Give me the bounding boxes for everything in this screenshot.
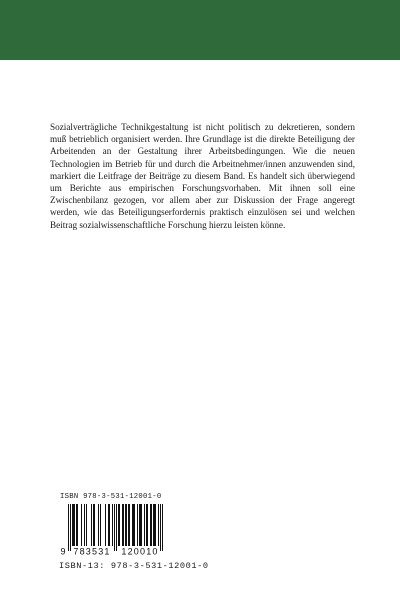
barcode-bar [72, 504, 73, 546]
barcode-bar [94, 504, 95, 546]
back-cover-blurb: Sozialverträgliche Technikgestaltung ist nicht politisch zu dekretieren, sondern muß betrieblich organisiert werden. Ihre Grundlage ist die direkte Beteiligung der Arbeitenden an der Gestaltung ihrer Arbeitsbedingungen. Wie die neuen Technologien im Betrieb für und durch die Arbeitnehmer/innen anzuwenden sind, markiert die Leitfrage der Beiträge zu diesem Band. Es handelt sich überwiegend um Berichte aus empirischen Forschungsvorhaben. Mit ihnen soll eine Zwischenbilanz gezogen, vor allem aber zur Diskussion der Frage angeregt werden, wie das Beteiligungserfordernis praktisch einzulösen sei und welchen Beitrag sozialwissenschaftliche Forschung hierzu leisten könne. [50, 122, 355, 230]
barcode-bar [98, 504, 99, 546]
barcode-graphic [58, 503, 170, 556]
barcode-bar [137, 504, 138, 546]
barcode-bar [116, 504, 117, 551]
barcode-bar [108, 504, 109, 546]
barcode-bar [93, 504, 94, 546]
barcode-left-digits: 783531 [73, 546, 111, 556]
barcode-bar [132, 504, 133, 546]
cover-color-band [0, 0, 400, 60]
barcode-bar [74, 504, 75, 546]
barcode-bar [129, 504, 130, 546]
barcode-bar [112, 504, 113, 546]
barcode-bar [86, 504, 87, 546]
barcode-bar [147, 504, 148, 546]
barcode-bar [153, 504, 154, 546]
barcode-bar [123, 504, 124, 546]
barcode-bar [100, 504, 101, 546]
barcode-bar [162, 504, 163, 551]
barcode-bar [144, 504, 145, 546]
barcode-bar [126, 504, 127, 546]
barcode-bar [114, 504, 115, 551]
isbn-label-top: ISBN 978-3-531-12001-0 [60, 493, 162, 501]
barcode-bar [154, 504, 155, 546]
barcode-bar [118, 504, 119, 546]
barcode-bar [134, 504, 135, 546]
barcode-bar [70, 504, 71, 551]
barcode-bar [158, 504, 159, 546]
barcode-first-digit: 9 [60, 546, 66, 556]
barcode-bar [150, 504, 151, 546]
barcode-bar [84, 504, 85, 546]
barcode-bar [125, 504, 126, 546]
barcode-bar [109, 504, 110, 546]
barcode-bar [160, 504, 161, 551]
barcode-bar [122, 504, 123, 546]
barcode-bar [155, 504, 156, 546]
barcode-bar [76, 504, 77, 546]
barcode-bar [151, 504, 152, 546]
barcode-bar [128, 504, 129, 546]
barcode-bar [77, 504, 78, 546]
barcode-bar [73, 504, 74, 546]
barcode-bar [91, 504, 92, 546]
barcode-bar [119, 504, 120, 546]
ean-barcode [58, 503, 170, 556]
barcode-bar [139, 504, 140, 546]
barcode-bar [105, 504, 106, 546]
barcode-bar [141, 504, 142, 546]
barcode-bar [68, 504, 69, 551]
barcode-bar [140, 504, 141, 546]
isbn-13-label: ISBN-13: 978-3-531-12001-0 [59, 561, 209, 571]
barcode-right-digits: 120010 [121, 546, 159, 556]
barcode-bar [133, 504, 134, 546]
barcode-bar [146, 504, 147, 546]
barcode-bar [81, 504, 82, 546]
